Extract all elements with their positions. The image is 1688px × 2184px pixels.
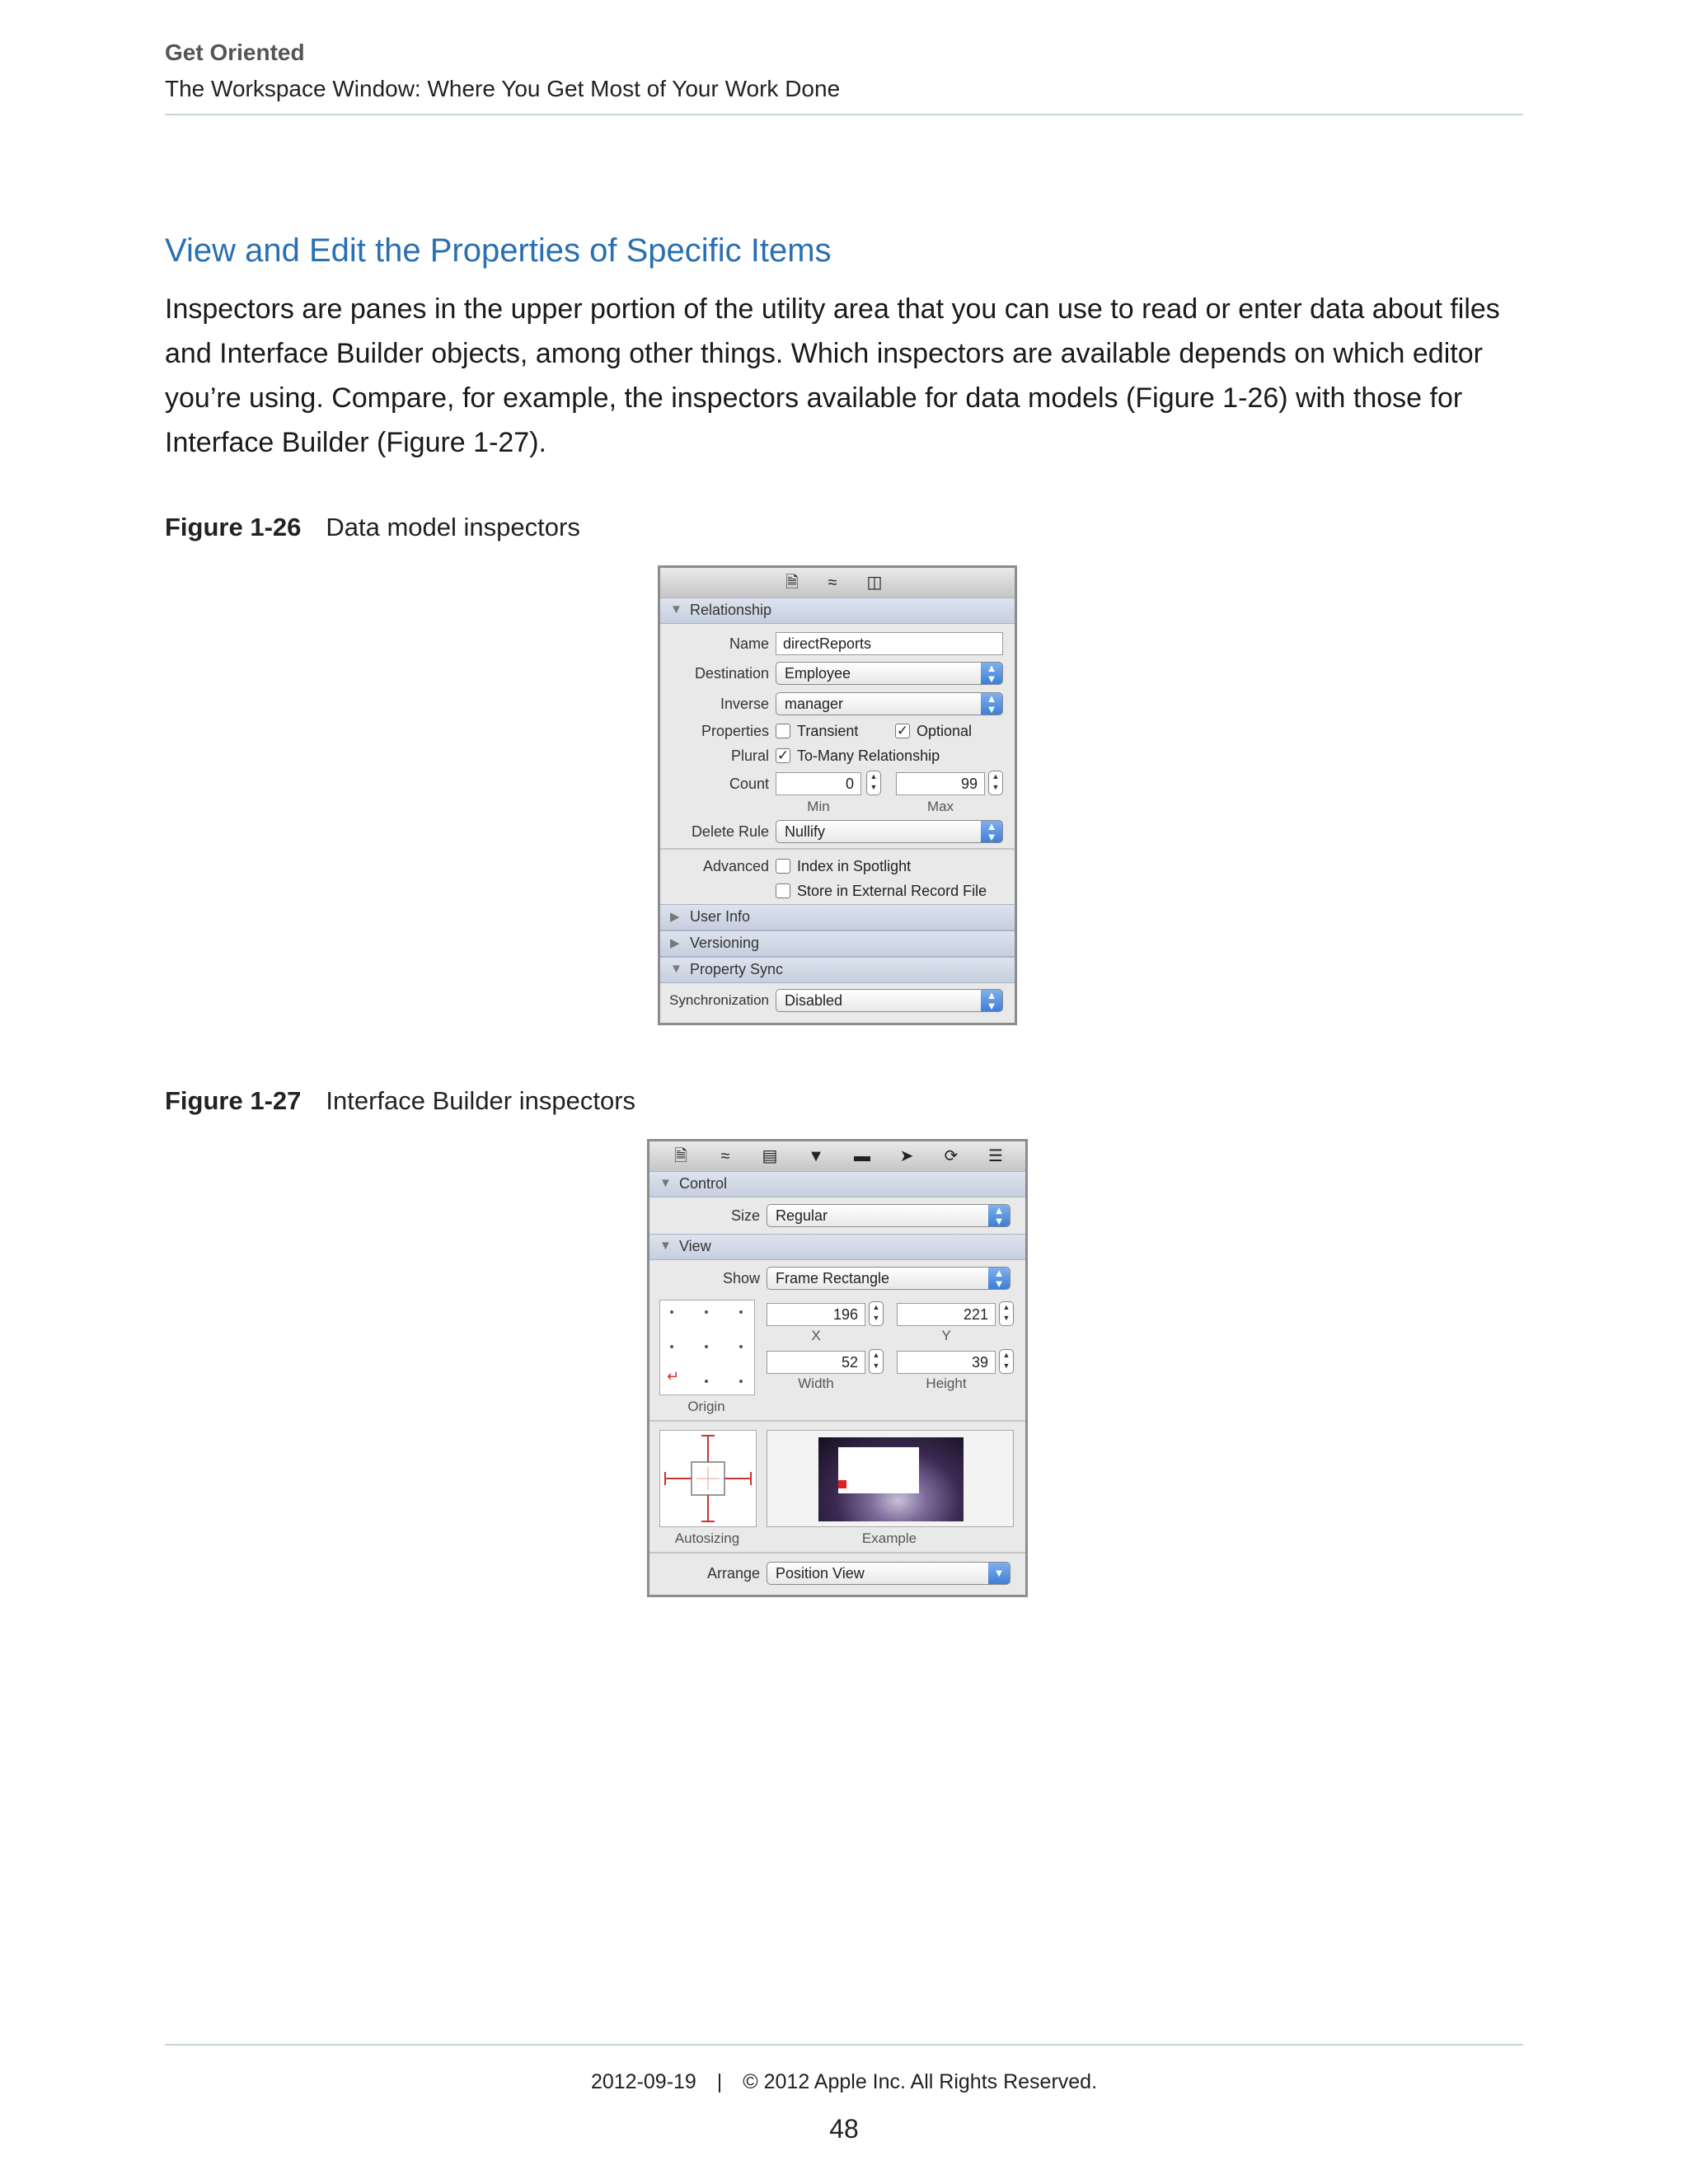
x-stepper[interactable]: ▲ ▼ (869, 1301, 884, 1326)
x-field[interactable]: 196 (767, 1303, 865, 1326)
section-divider (649, 1420, 1025, 1422)
count-max-field[interactable]: 99 (896, 772, 985, 795)
popup-arrows-icon: ▲ ▼ (981, 693, 1002, 715)
name-field[interactable]: directReports (776, 632, 1003, 655)
synchronization-label: Synchronization (669, 992, 769, 1008)
figure-26-number: Figure 1-26 (165, 513, 302, 541)
external-record-label: Store in External Record File (797, 883, 987, 899)
width-label: Width (798, 1376, 834, 1391)
user-info-section-header[interactable]: ▶ User Info (660, 904, 1015, 930)
transient-checkbox[interactable] (776, 724, 790, 738)
property-sync-section-header[interactable]: ▼ Property Sync (660, 957, 1015, 983)
footer-separator: | (716, 2070, 723, 2093)
origin-point[interactable] (705, 1380, 708, 1383)
section-divider (660, 848, 1015, 850)
relationship-section-header[interactable]: ▼ Relationship (660, 598, 1015, 624)
optional-checkbox[interactable]: ✓ (896, 723, 909, 738)
footer-rule (165, 2044, 1523, 2046)
autosizing-control[interactable] (659, 1430, 757, 1527)
inspector-toolbar (649, 1141, 1025, 1173)
y-stepper[interactable]: ▲ ▼ (999, 1301, 1014, 1326)
example-view-marker (838, 1480, 846, 1488)
origin-point[interactable] (705, 1310, 708, 1314)
count-max-stepper[interactable]: ▲ ▼ (988, 771, 1003, 795)
versioning-section-header[interactable]: ▶ Versioning (660, 930, 1015, 957)
identity-icon[interactable]: ▤ (762, 1147, 778, 1165)
advanced-label: Advanced (702, 858, 769, 874)
size-popup[interactable]: Regular ▲ ▼ (767, 1204, 1010, 1227)
delete-rule-popup[interactable]: Nullify ▲ ▼ (776, 820, 1003, 843)
data-model-inspector (658, 565, 1017, 1025)
view-section-header[interactable]: ▼ View (649, 1234, 1025, 1260)
figure-26-title: Data model inspectors (326, 513, 580, 541)
footer-date: 2012-09-19 (590, 2070, 696, 2093)
destination-label: Destination (694, 665, 769, 682)
autosizing-label: Autosizing (674, 1530, 740, 1546)
body-paragraph: Inspectors are panes in the upper portion of the utility area that you can use to read or enter data about files and Interface Builder objects, among other things. Which inspectors are available depends on which editor you’re using. Compare, for example, the inspectors available for data models (Figure 1-26) with those for Interface Builder (Figure 1-27). (165, 293, 1500, 458)
disclosure-closed-icon: ▶ (670, 910, 680, 924)
spotlight-checkbox[interactable] (776, 859, 790, 874)
running-header-chapter: Get Oriented (165, 40, 305, 65)
y-field[interactable]: 221 (897, 1303, 996, 1326)
arrange-label: Arrange (706, 1565, 760, 1582)
connections-icon[interactable]: ➤ (899, 1147, 914, 1165)
size-icon[interactable]: ▬ (854, 1147, 870, 1165)
disclosure-open-icon: ▼ (670, 602, 682, 616)
plural-label: Plural (730, 748, 769, 764)
spotlight-label: Index in Spotlight (797, 858, 912, 874)
height-field[interactable]: 39 (897, 1351, 996, 1374)
name-label: Name (729, 635, 769, 652)
min-label: Min (807, 799, 830, 814)
show-label: Show (722, 1270, 760, 1286)
page-number: 48 (829, 2114, 859, 2144)
to-many-label: To-Many Relationship (797, 748, 940, 764)
example-preview (767, 1430, 1014, 1527)
figure-26-caption (165, 513, 580, 542)
destination-popup[interactable]: Employee ▲ ▼ (776, 662, 1003, 685)
bindings-icon[interactable]: ⟳ (944, 1147, 959, 1165)
width-stepper[interactable]: ▲ ▼ (869, 1349, 884, 1374)
file-icon[interactable]: 🗎 (673, 1147, 688, 1165)
disclosure-open-icon: ▼ (670, 962, 682, 976)
origin-point[interactable] (739, 1345, 743, 1348)
count-label: Count (729, 776, 769, 792)
attributes-icon[interactable]: ▼ (808, 1147, 824, 1165)
data-model-icon[interactable]: ◫ (866, 574, 883, 592)
origin-point[interactable] (670, 1310, 673, 1314)
count-min-field[interactable]: 0 (776, 772, 861, 795)
disclosure-open-icon: ▼ (659, 1176, 672, 1190)
origin-selector[interactable] (659, 1300, 755, 1395)
popup-arrows-icon: ▲ ▼ (981, 821, 1002, 842)
max-label: Max (926, 799, 954, 814)
width-field[interactable]: 52 (767, 1351, 865, 1374)
quick-help-icon[interactable]: ≈ (720, 1147, 730, 1165)
section-title: View and Edit the Properties of Specific Items (165, 232, 832, 269)
arrange-popup[interactable]: Position View ▼ (767, 1562, 1010, 1585)
disclosure-open-icon: ▼ (659, 1239, 672, 1253)
origin-point[interactable] (739, 1380, 743, 1383)
popup-arrows-icon: ▲ ▼ (981, 663, 1002, 684)
figure-27-number: Figure 1-27 (165, 1086, 302, 1115)
figure-27-caption (165, 1086, 635, 1116)
inspector-toolbar (660, 568, 1015, 599)
quick-help-icon[interactable]: ≈ (828, 574, 837, 592)
popup-arrow-icon: ▼ (988, 1563, 1010, 1584)
footer-text (0, 2070, 1688, 2094)
origin-point[interactable] (670, 1345, 673, 1348)
origin-point[interactable] (739, 1310, 743, 1314)
example-label: Example (861, 1530, 917, 1546)
origin-label: Origin (687, 1399, 725, 1414)
size-label: Size (730, 1207, 760, 1224)
popup-arrows-icon: ▲ ▼ (981, 990, 1002, 1011)
y-label: Y (941, 1328, 951, 1343)
file-icon[interactable]: 🗎 (785, 574, 799, 592)
delete-rule-label: Delete Rule (691, 823, 769, 840)
popup-arrows-icon: ▲ ▼ (988, 1205, 1010, 1226)
section-divider (649, 1552, 1025, 1554)
count-min-stepper[interactable]: ▲ ▼ (866, 771, 881, 795)
show-popup[interactable]: Frame Rectangle ▲ ▼ (767, 1267, 1010, 1290)
footer-copyright: © 2012 Apple Inc. All Rights Reserved. (743, 2070, 1098, 2093)
control-section-header[interactable]: ▼ Control (649, 1171, 1025, 1197)
height-stepper[interactable]: ▲ ▼ (999, 1349, 1014, 1374)
header-rule (165, 114, 1523, 115)
x-label: X (811, 1328, 821, 1343)
running-header-section: The Workspace Window: Where You Get Most of Your Work Done (165, 76, 841, 101)
optional-label: Optional (917, 723, 973, 739)
inverse-label: Inverse (720, 696, 769, 712)
figure-27-title: Interface Builder inspectors (326, 1086, 636, 1115)
inverse-popup[interactable]: manager ▲ ▼ (776, 692, 1003, 715)
to-many-checkbox[interactable]: ✓ (776, 748, 790, 763)
interface-builder-inspector (647, 1139, 1028, 1597)
popup-arrows-icon: ▲ ▼ (988, 1268, 1010, 1289)
origin-selected-icon: ↵ (667, 1368, 680, 1385)
autosizing-springs-icon (660, 1431, 756, 1526)
origin-point[interactable] (705, 1345, 708, 1348)
effects-icon[interactable]: ☰ (988, 1147, 1003, 1165)
properties-label: Properties (701, 723, 769, 739)
example-window (838, 1447, 919, 1493)
height-label: Height (926, 1376, 967, 1391)
synchronization-popup[interactable]: Disabled ▲ ▼ (776, 989, 1003, 1012)
external-record-checkbox[interactable] (776, 883, 790, 898)
example-desktop-image (818, 1437, 964, 1521)
disclosure-closed-icon: ▶ (670, 936, 680, 950)
transient-label: Transient (797, 723, 859, 739)
